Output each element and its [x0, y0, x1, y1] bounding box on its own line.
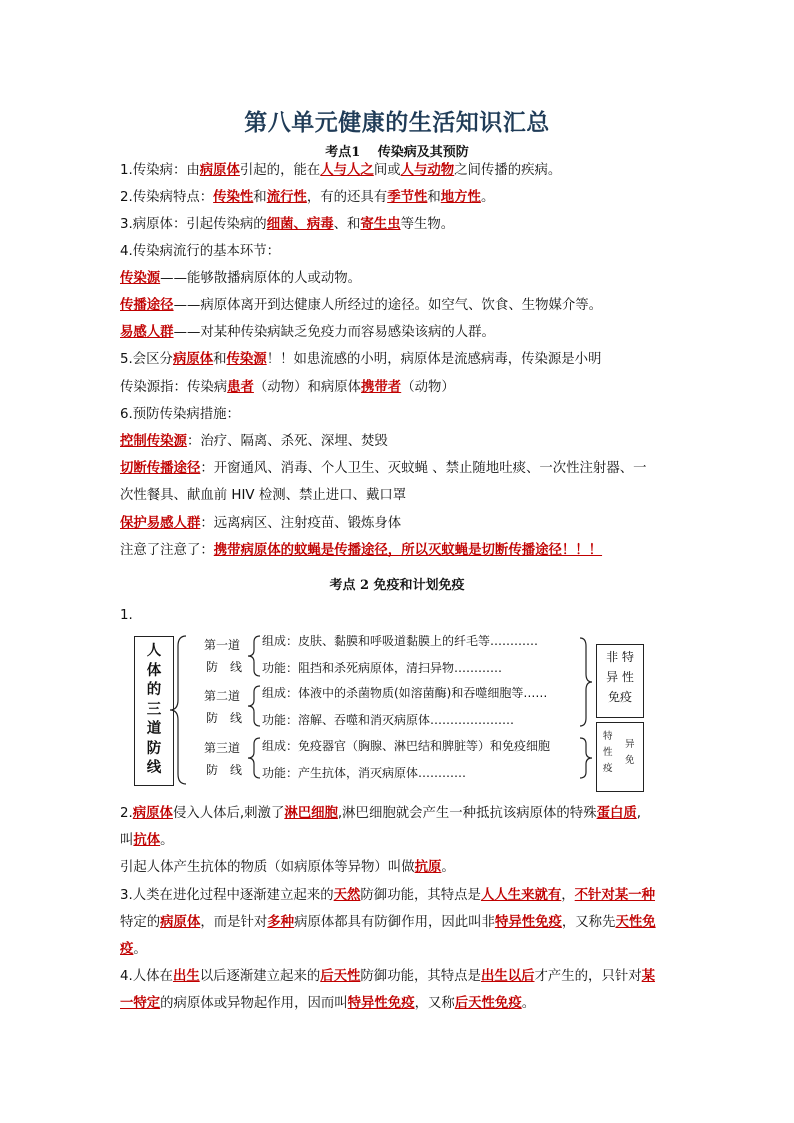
line3-composition: 组成：免疫器官（胸腺、淋巴结和脾脏等）和免疫细胞 — [262, 739, 551, 753]
s1-line-4: 4.传染病流行的基本环节： — [120, 244, 281, 259]
s2-para-4: 4.人体在出生以后逐渐建立起来的后天性防御功能，其特点是出生以后才产生的，只针对某 — [120, 969, 656, 984]
s1-line-6: 传播途径——病原体离开到达健康人所经过的途径。如空气、饮食、生物媒介等。 — [120, 298, 603, 313]
s1-line-2: 2.传染病特点：传染性和流行性，有的还具有季节性和地方性。 — [120, 190, 495, 205]
line3-function: 功能：产生抗体，消灭病原体………… — [262, 766, 467, 780]
line1-function: 功能：阻挡和杀死病原体，清扫异物………… — [262, 661, 503, 675]
s1-line-10: 6.预防传染病措施： — [120, 407, 240, 422]
line3-label-1: 第三道 — [204, 741, 241, 755]
s2-para-antigen: 引起人体产生抗体的物质（如病原体等异物）叫做抗原。 — [120, 860, 455, 875]
s1-line-3: 3.病原体：引起传染病的细菌、病毒、和寄生虫等生物。 — [120, 217, 455, 232]
s1-line-9: 传染源指：传染病患者（动物）和病原体携带者（动物） — [120, 380, 455, 395]
s2-para-2: 2.病原体侵入人体后,刺激了淋巴细胞,淋巴细胞就会产生一种抵抗该病原体的特殊蛋白质, — [120, 806, 642, 821]
s1-line-12: 切断传播途径：开窗通风、消毒、个人卫生、灭蚊蝇 、禁止随地吐痰、一次性注射器、一 — [120, 461, 647, 476]
line2-label-2: 防 线 — [206, 711, 243, 725]
line2-composition: 组成：体液中的杀菌物质(如溶菌酶)和吞噬细胞等…… — [262, 686, 548, 700]
line2-label-1: 第二道 — [204, 689, 241, 703]
s2-para-3-cont: 特定的病原体，而是针对多种病原体都具有防御作用，因此叫非特异性免疫，又称先天性免 — [120, 915, 656, 930]
line2-function: 功能：溶解、吞噬和消灭病原体………………… — [262, 713, 515, 727]
section1-heading: 考点1 传染病及其预防 — [325, 145, 469, 160]
s1-line-15: 注意了注意了：携带病原体的蚊蝇是传播途径，所以灭蚊蝇是切断传播途径！！！ — [120, 543, 603, 558]
s2-para-3: 3.人类在进化过程中逐渐建立起来的天然防御功能，其特点是人人生来就有，不针对某一种 — [120, 888, 656, 903]
nonspecific-immunity-box: 非 特 异 性 免疫 — [596, 644, 644, 718]
human-body-box: 人 体 的 三 道 防 线 — [134, 636, 174, 786]
s1-line-8: 5.会区分病原体和传染源！！如患流感的小明，病原体是流感病毒，传染源是小明 — [120, 352, 602, 367]
s2-para-3-end: 疫。 — [120, 942, 147, 957]
section2-heading: 考点 2 免疫和计划免疫 — [329, 578, 465, 593]
s1-line-11: 控制传染源：治疗、隔离、杀死、深埋、焚毁 — [120, 434, 388, 449]
line3-label-2: 防 线 — [206, 763, 243, 777]
s1-line-13: 次性餐具、献血前 HIV 检测、禁止进口、戴口罩 — [120, 488, 407, 503]
line1-label-2: 防 线 — [206, 660, 243, 674]
s2-item-number: 1. — [120, 608, 133, 623]
s1-line-7: 易感人群——对某种传染病缺乏免疫力而容易感染该病的人群。 — [120, 325, 495, 340]
s1-line-5: 传染源——能够散播病原体的人或动物。 — [120, 271, 362, 286]
s2-para-4-cont: 一特定的病原体或异物起作用，因而叫特异性免疫，又称后天性免疫。 — [120, 996, 536, 1011]
s2-para-2-cont: 叫抗体。 — [120, 833, 174, 848]
line1-label-1: 第一道 — [204, 638, 241, 652]
line1-composition: 组成：皮肤、黏膜和呼吸道黏膜上的纤毛等………… — [262, 634, 539, 648]
specific-immunity-box: 特 性 疫 异 免 — [596, 722, 644, 792]
s1-line-14: 保护易感人群：远离病区、注射疫苗、锻炼身体 — [120, 516, 402, 531]
three-lines-of-defense-diagram — [120, 630, 680, 798]
page-title: 第八单元健康的生活知识汇总 — [244, 110, 550, 136]
s1-line-1: 1.传染病：由病原体引起的，能在人与人之间或人与动物之间传播的疾病。 — [120, 163, 562, 178]
